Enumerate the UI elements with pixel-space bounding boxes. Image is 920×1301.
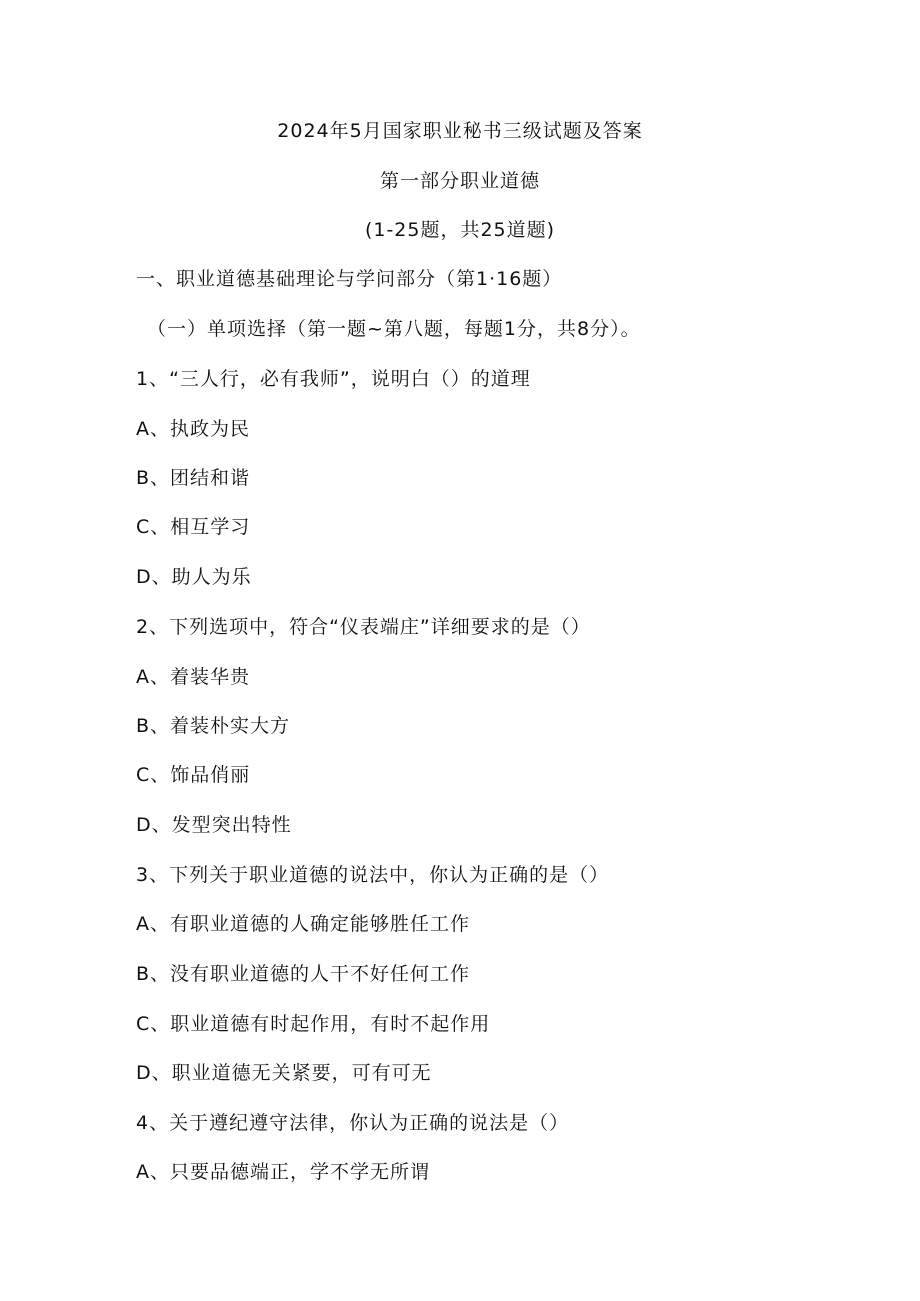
question-option: D、助人为乐 [136,566,252,588]
question-option: C、职业道德有时起作用，有时不起作用 [136,1013,491,1035]
question-option: D、发型突出特性 [136,814,292,836]
question-stem: 2、下列选项中，符合“仪表端庄”详细要求的是（） [136,616,591,638]
question-option: A、只要品德端正，学不学无所谓 [136,1161,430,1183]
question-option: C、饰品俏丽 [136,764,251,786]
question-option: D、职业道德无关紧要，可有可无 [136,1062,432,1084]
question-option: A、着装华贵 [136,666,250,688]
question-option: B、没有职业道德的人干不好任何工作 [136,963,471,985]
document-title: 2024年5月国家职业秘书三级试题及答案 [277,120,643,142]
section-heading: 一、职业道德基础理论与学问部分（第1·16题） [136,268,563,290]
part-heading: 第一部分职业道德 [379,170,540,192]
question-option: A、有职业道德的人确定能够胜任工作 [136,913,470,935]
question-stem: 1、“三人行，必有我师”，说明白（）的道理 [136,368,531,390]
question-option: C、相互学习 [136,516,251,538]
question-option: B、着装朴实大方 [136,715,291,737]
question-stem: 4、关于遵纪遵守法律，你认为正确的说法是（） [136,1112,570,1134]
question-stem: 3、下列关于职业道德的说法中，你认为正确的是（） [136,864,610,886]
question-option: A、执政为民 [136,418,250,440]
question-option: B、团结和谐 [136,467,251,489]
question-range: (1-25题，共25道题) [364,219,556,241]
subsection-heading: （一）单项选择（第一题~第八题，每题1分，共8分）。 [147,318,641,340]
